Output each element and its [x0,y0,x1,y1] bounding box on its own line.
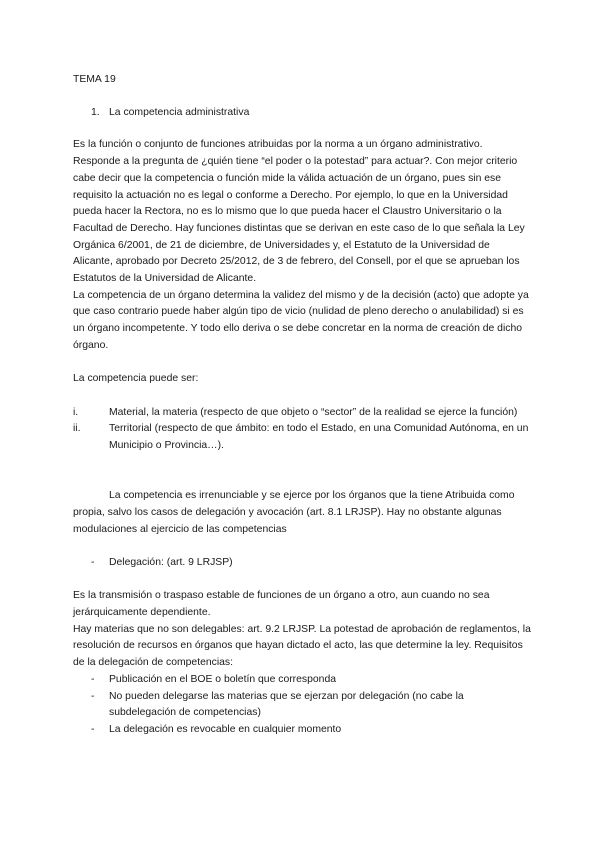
paragraph-irrenunciable: La competencia es irrenunciable y se ejerce por los órganos que la tiene Atribuida como propia, salvo los casos de delegación y avocación (art. 8.1 LRJSP). Hay no obstante algunas modulaciones al ejercicio de las competencias [73,490,515,535]
dash-bullet: - [91,690,95,702]
list-item-text: Material, la materia (respecto de que objeto o “sector” de la realidad se ejerce la función) [109,406,518,418]
list-item-text: Publicación en el BOE o boletín que corresponda [109,673,337,685]
list-item [73,672,531,689]
paragraph-validity: La competencia de un órgano determina la validez del mismo y de la decisión (acto) que adopte ya que caso contrario puede haber algún tipo de vicio (nulidad de pleno derecho o anulabilidad) si es un órgano incompetente. Y todo ello deriva o se debe concretar en la norma de creación de dicho órgano. [73,289,529,351]
paragraph-definition: Es la función o conjunto de funciones atribuidas por la norma a un órgano administrativo. Responde a la pregunta de ¿quién tiene “el poder o la potestad” para actuar?. Con mejor criterio cabe decir que la competencia o función mide la válida actuación de un órgano, pues sin ese requisito la actuación no es legal o conforme a Derecho. Por ejemplo, lo que en la Universidad pueda hacer la Rectora, no es lo mismo que lo que pueda hacer el Claustro Universitario o la Facultad de Derecho. Hay funciones distintas que se derivan en este caso de lo que señala la Ley Orgánica 6/2001, de 21 de diciembre, de Universidades y, el Estatuto de la Universidad de Alicante, aprobado por Decreto 25/2012, de 3 de febrero, del Consell, por el que se aprueban los Estatutos de la Universidad de Alicante. [73,139,525,285]
list-item-number: ii. [73,423,81,435]
list-item [73,421,531,454]
page-title: TEMA 19 [73,74,116,85]
delegacion-heading [73,555,531,572]
dash-bullet: - [91,556,95,568]
paragraph-materias: Hay materias que no son delegables: art. 9.2 LRJSP. La potestad de aprobación de reglamentos, la resolución de recursos en órganos que hayan dictado el acto, las que determine la ley. Requisitos de la delegación de competencias: [73,623,531,669]
list-item [73,689,531,722]
list-item [73,405,531,422]
document-page [73,72,531,739]
list-item-number: i. [73,406,79,418]
delegacion-label: Delegación: (art. 9 LRJSP) [109,556,233,568]
paragraph-types-intro: La competencia puede ser: [73,373,199,385]
dash-bullet: - [91,723,95,735]
dash-bullet: - [91,673,95,685]
list-item-text: No pueden delegarse las materias que se ejerzan por delegación (no cabe la subdelegación de competencias) [109,690,464,719]
section-label: La competencia administrativa [109,106,250,118]
requisitos-list [73,672,531,739]
paragraph-transmision: Es la transmisión o traspaso estable de funciones de un órgano a otro, aun cuando no sea jerárquicamente dependiente. [73,590,490,618]
list-item-text: Territorial (respecto de que ámbito: en todo el Estado, en una Comunidad Autónoma, en un Municipio o Provincia…). [109,423,529,452]
list-item-text: La delegación es revocable en cualquier momento [109,723,342,735]
list-item [73,722,531,739]
section-number: 1. [91,106,100,118]
section-heading [73,105,531,122]
